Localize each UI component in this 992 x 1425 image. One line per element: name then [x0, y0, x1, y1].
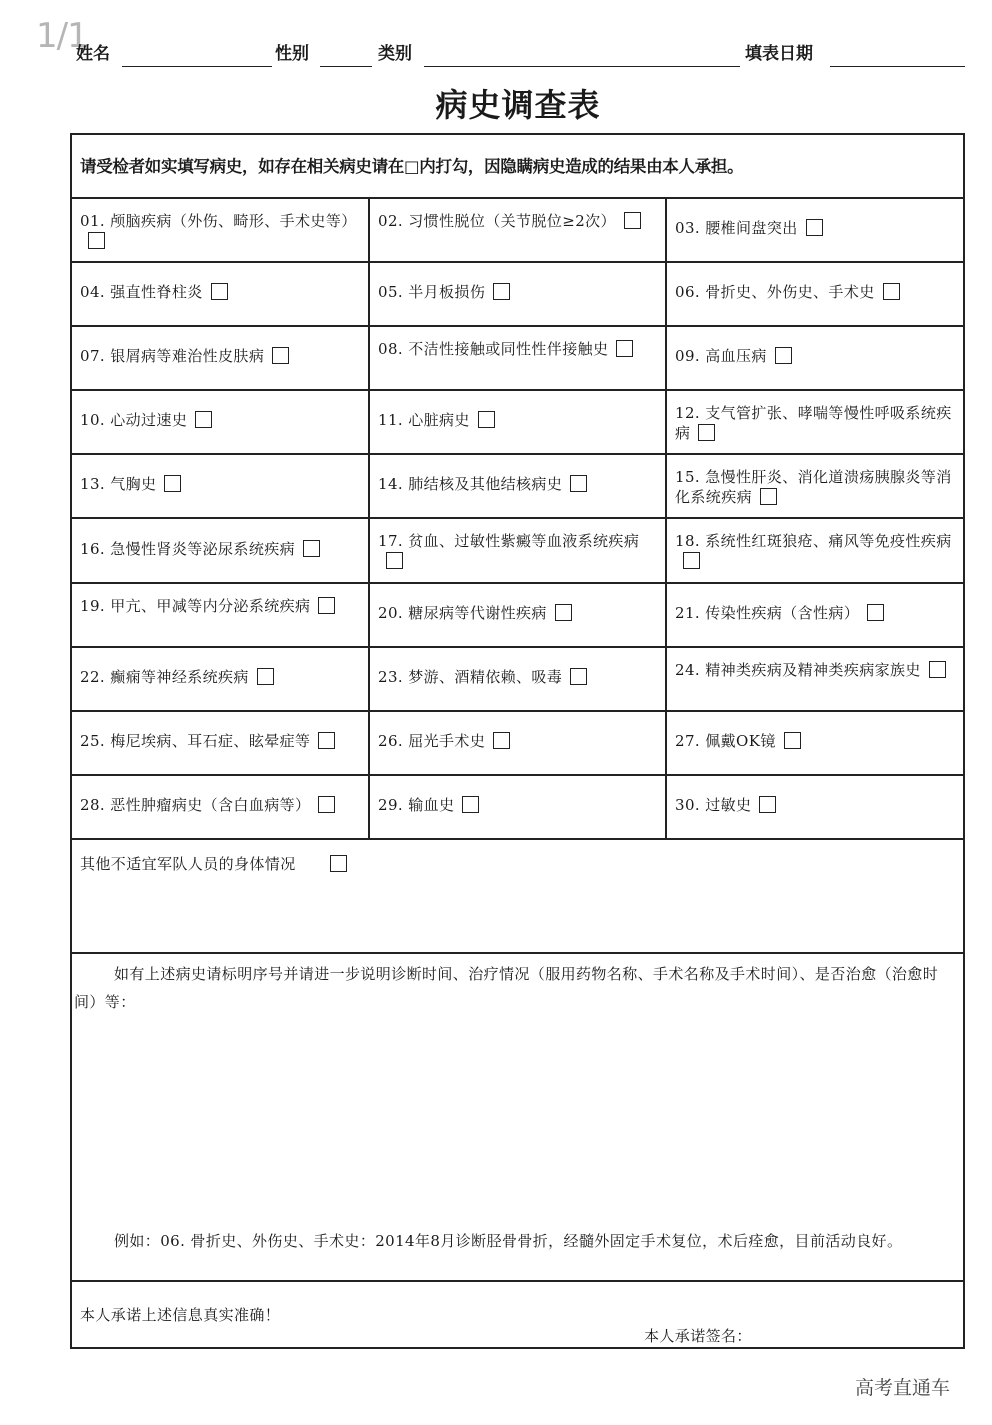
- page-title: 病史调查表: [435, 86, 601, 124]
- checkbox[interactable]: [257, 668, 274, 685]
- condition-label: 30. 过敏史: [675, 795, 752, 814]
- condition-item: [72, 648, 370, 712]
- condition-item: [370, 391, 667, 455]
- checkbox[interactable]: [478, 411, 495, 428]
- checkbox[interactable]: [318, 796, 335, 813]
- condition-item: [370, 519, 667, 583]
- checkbox[interactable]: [303, 540, 320, 557]
- condition-label: 01. 颅脑疾病（外伤、畸形、手术史等）: [80, 212, 357, 230]
- page-indicator: 1/1: [36, 16, 88, 56]
- checkbox[interactable]: [318, 732, 335, 749]
- condition-item: [72, 584, 370, 648]
- condition-item: [667, 391, 963, 455]
- condition-label: 25. 梅尼埃病、耳石症、眩晕症等: [80, 731, 311, 750]
- condition-label: 23. 梦游、酒精依赖、吸毒: [378, 667, 563, 686]
- condition-label: 17. 贫血、过敏性紫癜等血液系统疾病: [378, 532, 640, 551]
- condition-grid: [72, 199, 963, 840]
- condition-item: [72, 199, 370, 263]
- details-prompt: 如有上述病史请标明序号并请进一步说明诊断时间、治疗情况（服用药物名称、手术名称及手术时间）、是否治愈（治愈时间）等：: [74, 965, 939, 1011]
- condition-label: 21. 传染性疾病（含性病）: [675, 603, 860, 622]
- condition-label: 18. 系统性红斑狼疮、痛风等免疫性疾病: [675, 532, 952, 551]
- other-conditions-label: 其他不适宜军队人员的身体情况: [80, 855, 296, 873]
- checkbox[interactable]: [386, 552, 403, 569]
- condition-label: 12. 支气管扩张、哮喘等慢性呼吸系统疾病: [675, 404, 952, 443]
- pledge-section: [72, 1282, 963, 1347]
- category-label: 类别: [378, 44, 412, 64]
- condition-label: 14. 肺结核及其他结核病史: [378, 475, 563, 494]
- condition-item: [370, 648, 667, 712]
- condition-item: [667, 199, 963, 263]
- checkbox[interactable]: [570, 475, 587, 492]
- condition-item: [667, 712, 963, 776]
- condition-label: 27. 佩戴OK镜: [675, 731, 776, 750]
- condition-label: 03. 腰椎间盘突出: [675, 219, 798, 238]
- condition-item: [667, 584, 963, 648]
- condition-item: [667, 519, 963, 583]
- checkbox[interactable]: [806, 219, 823, 236]
- name-label: 姓名: [76, 44, 110, 64]
- condition-item: [667, 455, 963, 519]
- condition-item: [370, 455, 667, 519]
- condition-item: [72, 327, 370, 391]
- condition-item: [667, 327, 963, 391]
- checkbox[interactable]: [883, 283, 900, 300]
- checkbox[interactable]: [555, 604, 572, 621]
- condition-label: 05. 半月板损伤: [378, 283, 486, 302]
- condition-item: [72, 712, 370, 776]
- history-form: [70, 133, 965, 1349]
- example-text: 例如：06. 骨折史、外伤史、手术史：2014年8月诊断胫骨骨折，经髓外固定手术复位，术后痊愈，目前活动良好。: [114, 1232, 903, 1250]
- condition-item: [667, 263, 963, 327]
- date-field[interactable]: [830, 66, 965, 67]
- condition-label: 09. 高血压病: [675, 347, 767, 366]
- checkbox[interactable]: [330, 855, 347, 872]
- checkbox[interactable]: [867, 604, 884, 621]
- condition-label: 11. 心脏病史: [378, 411, 470, 430]
- condition-label: 13. 气胸史: [80, 475, 157, 494]
- checkbox[interactable]: [683, 552, 700, 569]
- watermark-text: 高考直通车: [855, 1377, 951, 1399]
- checkbox[interactable]: [775, 347, 792, 364]
- checkbox[interactable]: [493, 732, 510, 749]
- date-label: 填表日期: [745, 44, 813, 64]
- condition-item: [370, 199, 667, 263]
- condition-label: 28. 恶性肿瘤病史（含白血病等）: [80, 795, 311, 814]
- condition-item: [72, 391, 370, 455]
- checkbox[interactable]: [195, 411, 212, 428]
- condition-item: [370, 263, 667, 327]
- checkbox[interactable]: [88, 232, 105, 249]
- condition-item: [370, 327, 667, 391]
- category-field[interactable]: [424, 66, 740, 67]
- condition-label: 22. 癫痫等神经系统疾病: [80, 667, 249, 686]
- checkbox[interactable]: [929, 661, 946, 678]
- details-area[interactable]: [72, 954, 963, 1282]
- checkbox[interactable]: [616, 340, 633, 357]
- checkbox[interactable]: [760, 488, 777, 505]
- condition-label: 19. 甲亢、甲减等内分泌系统疾病: [80, 596, 311, 615]
- condition-item: [667, 776, 963, 840]
- pledge-text: 本人承诺上述信息真实准确！: [80, 1306, 281, 1324]
- checkbox[interactable]: [462, 796, 479, 813]
- checkbox[interactable]: [698, 424, 715, 441]
- checkbox[interactable]: [211, 283, 228, 300]
- checkbox[interactable]: [164, 475, 181, 492]
- condition-label: 29. 输血史: [378, 795, 455, 814]
- condition-label: 24. 精神类疾病及精神类疾病家族史: [675, 660, 921, 679]
- checkbox[interactable]: [759, 796, 776, 813]
- condition-label: 04. 强直性脊柱炎: [80, 283, 203, 302]
- checkbox[interactable]: [493, 283, 510, 300]
- checkbox[interactable]: [784, 732, 801, 749]
- condition-label: 26. 屈光手术史: [378, 731, 486, 750]
- checkbox[interactable]: [318, 597, 335, 614]
- gender-field[interactable]: [320, 66, 372, 67]
- condition-label: 10. 心动过速史: [80, 411, 188, 430]
- condition-label: 16. 急慢性肾炎等泌尿系统疾病: [80, 539, 296, 558]
- condition-label: 07. 银屑病等难治性皮肤病: [80, 347, 265, 366]
- instruction-text: 请受检者如实填写病史，如存在相关病史请在□内打勾，因隐瞒病史造成的结果由本人承担。: [72, 135, 963, 199]
- condition-item: [72, 455, 370, 519]
- gender-label: 性别: [275, 44, 309, 64]
- condition-label: 15. 急慢性肝炎、消化道溃疡胰腺炎等消化系统疾病: [675, 468, 952, 507]
- condition-label: 02. 习惯性脱位（关节脱位≥2次）: [378, 212, 616, 230]
- name-field[interactable]: [122, 66, 272, 67]
- checkbox[interactable]: [624, 212, 641, 229]
- checkbox[interactable]: [570, 668, 587, 685]
- condition-item: [370, 712, 667, 776]
- condition-item: [72, 776, 370, 840]
- condition-label: 08. 不洁性接触或同性性伴接触史: [378, 340, 609, 359]
- checkbox[interactable]: [272, 347, 289, 364]
- condition-item: [667, 648, 963, 712]
- condition-label: 20. 糖尿病等代谢性疾病: [378, 603, 547, 622]
- form-header: [0, 36, 992, 76]
- condition-item: [370, 584, 667, 648]
- condition-item: [72, 519, 370, 583]
- condition-item: [370, 776, 667, 840]
- condition-item: [72, 263, 370, 327]
- condition-label: 06. 骨折史、外伤史、手术史: [675, 283, 875, 302]
- signature-label: 本人承诺签名：: [644, 1327, 752, 1345]
- other-conditions-row: [72, 840, 963, 954]
